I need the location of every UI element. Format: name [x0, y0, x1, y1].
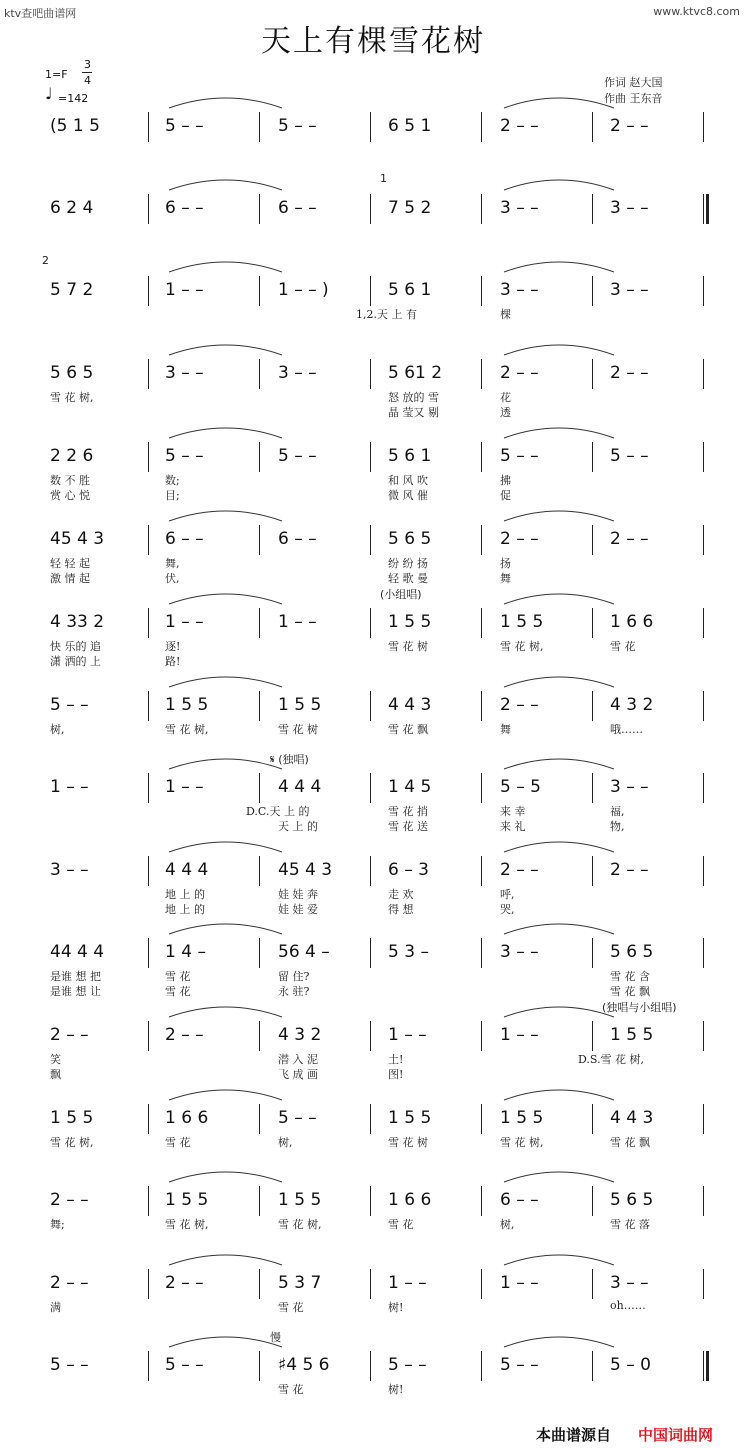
slur: [504, 677, 614, 687]
measure-notes: 5 3 –: [388, 942, 429, 962]
slur: [504, 1172, 614, 1182]
lyric-text: 物,: [610, 820, 625, 833]
measure-notes: 1 6 6: [610, 612, 654, 632]
lyric-text: 潜 入 泥: [278, 1053, 318, 1066]
lyric-text: 雪 花 树: [388, 640, 428, 653]
slur: [504, 1255, 614, 1265]
lyric-text: 来 幸: [500, 805, 526, 818]
measure-notes: 1 5 5: [388, 1108, 432, 1128]
measure-notes: 2 2 6: [50, 446, 94, 466]
lyric-text: 笑: [50, 1053, 61, 1066]
lyric-text: 雪 花 捎: [388, 805, 428, 818]
lyric-text: 雪 花 飘: [610, 1136, 650, 1149]
measure-notes: 6 – –: [278, 198, 317, 218]
lyricist-credit: 作词 赵大国: [604, 76, 663, 89]
measure-notes: 5 – –: [165, 1355, 204, 1375]
lyric-text: 雪 花 含: [610, 970, 650, 983]
measure-notes: 3 – –: [610, 280, 649, 300]
lyric-text: 娃 娃 爱: [278, 903, 318, 916]
lyric-text: 扬: [500, 557, 511, 570]
lyric-text: 透: [500, 406, 511, 419]
measure-notes: 2 – –: [500, 529, 539, 549]
measure-notes: 5 – –: [165, 116, 204, 136]
lyric-text: 促: [500, 489, 511, 502]
measure-notes: 5 6 5: [388, 529, 432, 549]
lyric-text: 伏,: [165, 572, 180, 585]
measure-notes: 7 5 2: [388, 198, 432, 218]
section-label: 2: [42, 254, 49, 267]
measure-notes: 2 – –: [50, 1190, 89, 1210]
lyric-text: 舞,: [165, 557, 180, 570]
measure-notes: 1 – –: [500, 1025, 539, 1045]
slur: [504, 1090, 614, 1100]
slur: [169, 1172, 282, 1182]
measure-notes: 2 – –: [50, 1025, 89, 1045]
lyric-text: 怒 放的 雪: [388, 391, 439, 404]
measure-notes: 1 5 5: [278, 695, 322, 715]
lyric-text: 是谁 想 把: [50, 970, 101, 983]
measure-notes: 5 6 5: [610, 1190, 654, 1210]
lyric-text: 树!: [388, 1383, 404, 1396]
measure-notes: 1 5 5: [165, 1190, 209, 1210]
lyric-text: 满: [50, 1301, 61, 1314]
slur: [169, 180, 282, 190]
slur: [504, 180, 614, 190]
measure-notes: 3 – –: [610, 777, 649, 797]
lyric-text: 雪 花 树,: [50, 391, 94, 404]
lyric-text: 天 上 的: [278, 820, 318, 833]
slur: [504, 842, 614, 852]
measure-notes: 1 6 6: [388, 1190, 432, 1210]
lyric-text: 雪 花 飘: [610, 985, 650, 998]
measure-notes: 2 – –: [165, 1273, 204, 1293]
measure-notes: 1 – –: [388, 1025, 427, 1045]
composer-credit: 作曲 王东音: [604, 92, 663, 105]
lyric-text: 雪 花 树,: [500, 640, 544, 653]
measure-notes: 5 – –: [278, 446, 317, 466]
measure-notes: (5 1 5: [50, 116, 100, 136]
measure-notes: 6 – 3: [388, 860, 429, 880]
lyric-text: 树,: [500, 1218, 515, 1231]
measure-notes: 1 6 6: [165, 1108, 209, 1128]
measure-notes: 1 4 –: [165, 942, 206, 962]
lyric-text: 数;: [165, 474, 180, 487]
measure-notes: 3 – –: [500, 942, 539, 962]
measure-notes: 1 – – ): [278, 280, 329, 300]
measure-notes: 2 – –: [500, 363, 539, 383]
lyric-text: D.C.天 上 的: [246, 805, 310, 818]
slur: [169, 924, 282, 934]
lyric-text: 娃 娃 奔: [278, 888, 318, 901]
lyric-text: 晶 莹又 剔: [388, 406, 439, 419]
section-label: 𝄋 (独唱): [270, 753, 309, 766]
lyric-text: 花: [500, 391, 511, 404]
lyric-text: 快 乐的 追: [50, 640, 101, 653]
lyric-text: 树,: [50, 723, 65, 736]
section-label: 慢: [270, 1331, 281, 1344]
measure-notes: 2 – –: [500, 116, 539, 136]
measure-notes: 4 4 4: [165, 860, 209, 880]
measure-notes: 4 33 2: [50, 612, 105, 632]
measure-notes: 5 – –: [165, 446, 204, 466]
lyric-text: 得 想: [388, 903, 414, 916]
measure-notes: 1 – –: [500, 1273, 539, 1293]
section-label: (小组唱): [380, 588, 422, 601]
lyric-text: 雪 花 树,: [50, 1136, 94, 1149]
lyric-text: 雪 花: [388, 1218, 414, 1231]
lyric-text: 路!: [165, 655, 181, 668]
lyric-text: 雪 花: [165, 985, 191, 998]
measure-notes: 5 – –: [388, 1355, 427, 1375]
lyric-text: 雪 花 飘: [388, 723, 428, 736]
measure-notes: 5 – –: [278, 116, 317, 136]
measure-notes: 5 – –: [500, 1355, 539, 1375]
lyric-text: 雪 花 送: [388, 820, 428, 833]
lyric-text: 雪 花: [278, 1301, 304, 1314]
measure-notes: 5 – –: [50, 1355, 89, 1375]
measure-notes: 6 – –: [500, 1190, 539, 1210]
measure-notes: 5 61 2: [388, 363, 443, 383]
lyric-text: 和 风 吹: [388, 474, 428, 487]
lyric-text: 来 礼: [500, 820, 526, 833]
measure-notes: 1 – –: [278, 612, 317, 632]
lyric-text: 赏 心 悦: [50, 489, 90, 502]
slur: [504, 511, 614, 521]
lyric-text: 舞;: [50, 1218, 65, 1231]
lyric-text: 雪 花 树,: [165, 723, 209, 736]
measure-notes: 3 – –: [500, 280, 539, 300]
slur: [169, 262, 282, 272]
slur: [169, 1255, 282, 1265]
measure-notes: 4 4 3: [388, 695, 432, 715]
measure-notes: 2 – –: [500, 695, 539, 715]
measure-notes: 6 – –: [165, 529, 204, 549]
lyric-text: 激 情 起: [50, 572, 90, 585]
measure-notes: 5 – –: [500, 446, 539, 466]
slur: [169, 345, 282, 355]
measure-notes: 5 3 7: [278, 1273, 322, 1293]
slur: [169, 511, 282, 521]
measure-notes: 3 – –: [165, 363, 204, 383]
measure-notes: 5 6 1: [388, 446, 432, 466]
section-label: 1: [380, 172, 387, 185]
quarter-note-icon: ♩: [45, 84, 53, 103]
slur: [169, 677, 282, 687]
key-signature: 1=F: [45, 68, 68, 81]
slur: [169, 98, 282, 108]
section-label: (独唱与小组唱): [602, 1001, 677, 1014]
measure-notes: 4 3 2: [278, 1025, 322, 1045]
lyric-text: 永 驻?: [278, 985, 310, 998]
measure-notes: 6 – –: [278, 529, 317, 549]
lyric-text: 1,2.天 上 有: [356, 308, 417, 321]
lyric-text: 舞: [500, 723, 511, 736]
footer-source-label: 本曲谱源自: [536, 1426, 612, 1444]
lyric-text: 雪 花 树,: [278, 1218, 322, 1231]
lyric-text: D.S.雪 花 树,: [578, 1053, 645, 1066]
slur: [504, 1337, 614, 1347]
time-signature-numerator: 3: [84, 58, 91, 71]
slur: [169, 1007, 282, 1017]
measure-notes: 1 5 5: [388, 612, 432, 632]
measure-notes: 5 – –: [50, 695, 89, 715]
lyric-text: 潇 洒的 上: [50, 655, 101, 668]
measure-notes: 2 – –: [50, 1273, 89, 1293]
lyric-text: 雪 花 树: [278, 723, 318, 736]
measure-notes: 2 – –: [610, 860, 649, 880]
lyric-text: 飘: [50, 1068, 61, 1081]
lyric-text: 拂: [500, 474, 511, 487]
measure-notes: 44 4 4: [50, 942, 105, 962]
slur: [169, 1090, 282, 1100]
lyric-text: 雪 花: [278, 1383, 304, 1396]
lyric-text: 地 上 的: [165, 903, 205, 916]
slur: [504, 594, 614, 604]
measure-notes: 5 – 0: [610, 1355, 651, 1375]
song-title: 天上有棵雪花树: [261, 24, 485, 59]
lyric-text: 纷 纷 扬: [388, 557, 428, 570]
measure-notes: 5 6 5: [610, 942, 654, 962]
lyric-text: 飞 成 画: [278, 1068, 318, 1081]
measure-notes: 1 5 5: [610, 1025, 654, 1045]
measure-notes: 2 – –: [610, 116, 649, 136]
lyric-text: 数 不 胜: [50, 474, 90, 487]
site-right-watermark: www.ktvc8.com: [653, 5, 740, 18]
slur: [504, 262, 614, 272]
lyric-text: 轻 轻 起: [50, 557, 90, 570]
measure-notes: 5 6 5: [50, 363, 94, 383]
measure-notes: 1 – –: [165, 777, 204, 797]
lyric-text: oh……: [610, 1299, 646, 1312]
footer-source-site: 中国词曲网: [638, 1426, 714, 1444]
slur: [504, 428, 614, 438]
lyric-text: 雪 花: [165, 1136, 191, 1149]
slur: [504, 98, 614, 108]
lyric-text: 雪 花 树,: [165, 1218, 209, 1231]
measure-notes: 5 – –: [278, 1108, 317, 1128]
measure-notes: 1 – –: [165, 280, 204, 300]
lyric-text: 呼,: [500, 888, 515, 901]
lyric-text: 雪 花 落: [610, 1218, 650, 1231]
lyric-text: 雪 花 树,: [500, 1136, 544, 1149]
measure-notes: 3 – –: [610, 1273, 649, 1293]
lyric-text: 留 住?: [278, 970, 310, 983]
measure-notes: 1 4 5: [388, 777, 432, 797]
measure-notes: 5 6 1: [388, 280, 432, 300]
slur: [169, 842, 282, 852]
measure-notes: 56 4 –: [278, 942, 330, 962]
measure-notes: 2 – –: [610, 529, 649, 549]
slur: [504, 924, 614, 934]
lyric-text: 目;: [165, 489, 180, 502]
lyric-text: 雪 花: [165, 970, 191, 983]
measure-notes: 1 – –: [50, 777, 89, 797]
measure-notes: 3 – –: [500, 198, 539, 218]
lyric-text: 逐!: [165, 640, 181, 653]
measure-notes: 4 4 3: [610, 1108, 654, 1128]
lyric-text: 地 上 的: [165, 888, 205, 901]
lyric-text: 土!: [388, 1053, 404, 1066]
lyric-text: 雪 花: [610, 640, 636, 653]
lyric-text: 棵: [500, 308, 511, 321]
lyric-text: 福,: [610, 805, 625, 818]
lyric-text: 是谁 想 让: [50, 985, 101, 998]
lyric-text: 走 欢: [388, 888, 414, 901]
measure-notes: 45 4 3: [50, 529, 105, 549]
measure-notes: 3 – –: [278, 363, 317, 383]
slur: [169, 428, 282, 438]
lyric-text: 哦……: [610, 723, 643, 736]
measure-notes: 3 – –: [610, 198, 649, 218]
measure-notes: 5 – 5: [500, 777, 541, 797]
measure-notes: 4 4 4: [278, 777, 322, 797]
lyric-text: 轻 歌 曼: [388, 572, 428, 585]
lyric-text: 舞: [500, 572, 511, 585]
slur: [169, 759, 282, 769]
slur: [504, 1007, 614, 1017]
measure-notes: 4 3 2: [610, 695, 654, 715]
lyric-text: 图!: [388, 1068, 404, 1081]
measure-notes: 2 – –: [500, 860, 539, 880]
measure-notes: 6 2 4: [50, 198, 94, 218]
measure-notes: 3 – –: [50, 860, 89, 880]
measure-notes: 5 – –: [610, 446, 649, 466]
slur: [169, 1337, 282, 1347]
measure-notes: 2 – –: [610, 363, 649, 383]
measure-notes: 1 5 5: [50, 1108, 94, 1128]
measure-notes: ♯4 5 6: [278, 1355, 330, 1375]
lyric-text: 哭,: [500, 903, 515, 916]
measure-notes: 6 – –: [165, 198, 204, 218]
measure-notes: 1 – –: [388, 1273, 427, 1293]
site-left-watermark: ktv查吧曲谱网: [4, 7, 77, 20]
measure-notes: 1 5 5: [278, 1190, 322, 1210]
measure-notes: 1 5 5: [165, 695, 209, 715]
tempo-marking: =142: [58, 92, 89, 105]
measure-notes: 45 4 3: [278, 860, 333, 880]
measure-notes: 1 5 5: [500, 1108, 544, 1128]
measure-notes: 1 – –: [165, 612, 204, 632]
slur: [504, 759, 614, 769]
lyric-text: 微 风 催: [388, 489, 428, 502]
time-signature-denominator: 4: [84, 74, 91, 87]
lyric-text: 雪 花 树: [388, 1136, 428, 1149]
slur: [504, 345, 614, 355]
measure-notes: 5 7 2: [50, 280, 94, 300]
measure-notes: 6 5 1: [388, 116, 432, 136]
lyric-text: 树!: [388, 1301, 404, 1314]
measure-notes: 1 5 5: [500, 612, 544, 632]
slur: [169, 594, 282, 604]
measure-notes: 2 – –: [165, 1025, 204, 1045]
lyric-text: 树,: [278, 1136, 293, 1149]
